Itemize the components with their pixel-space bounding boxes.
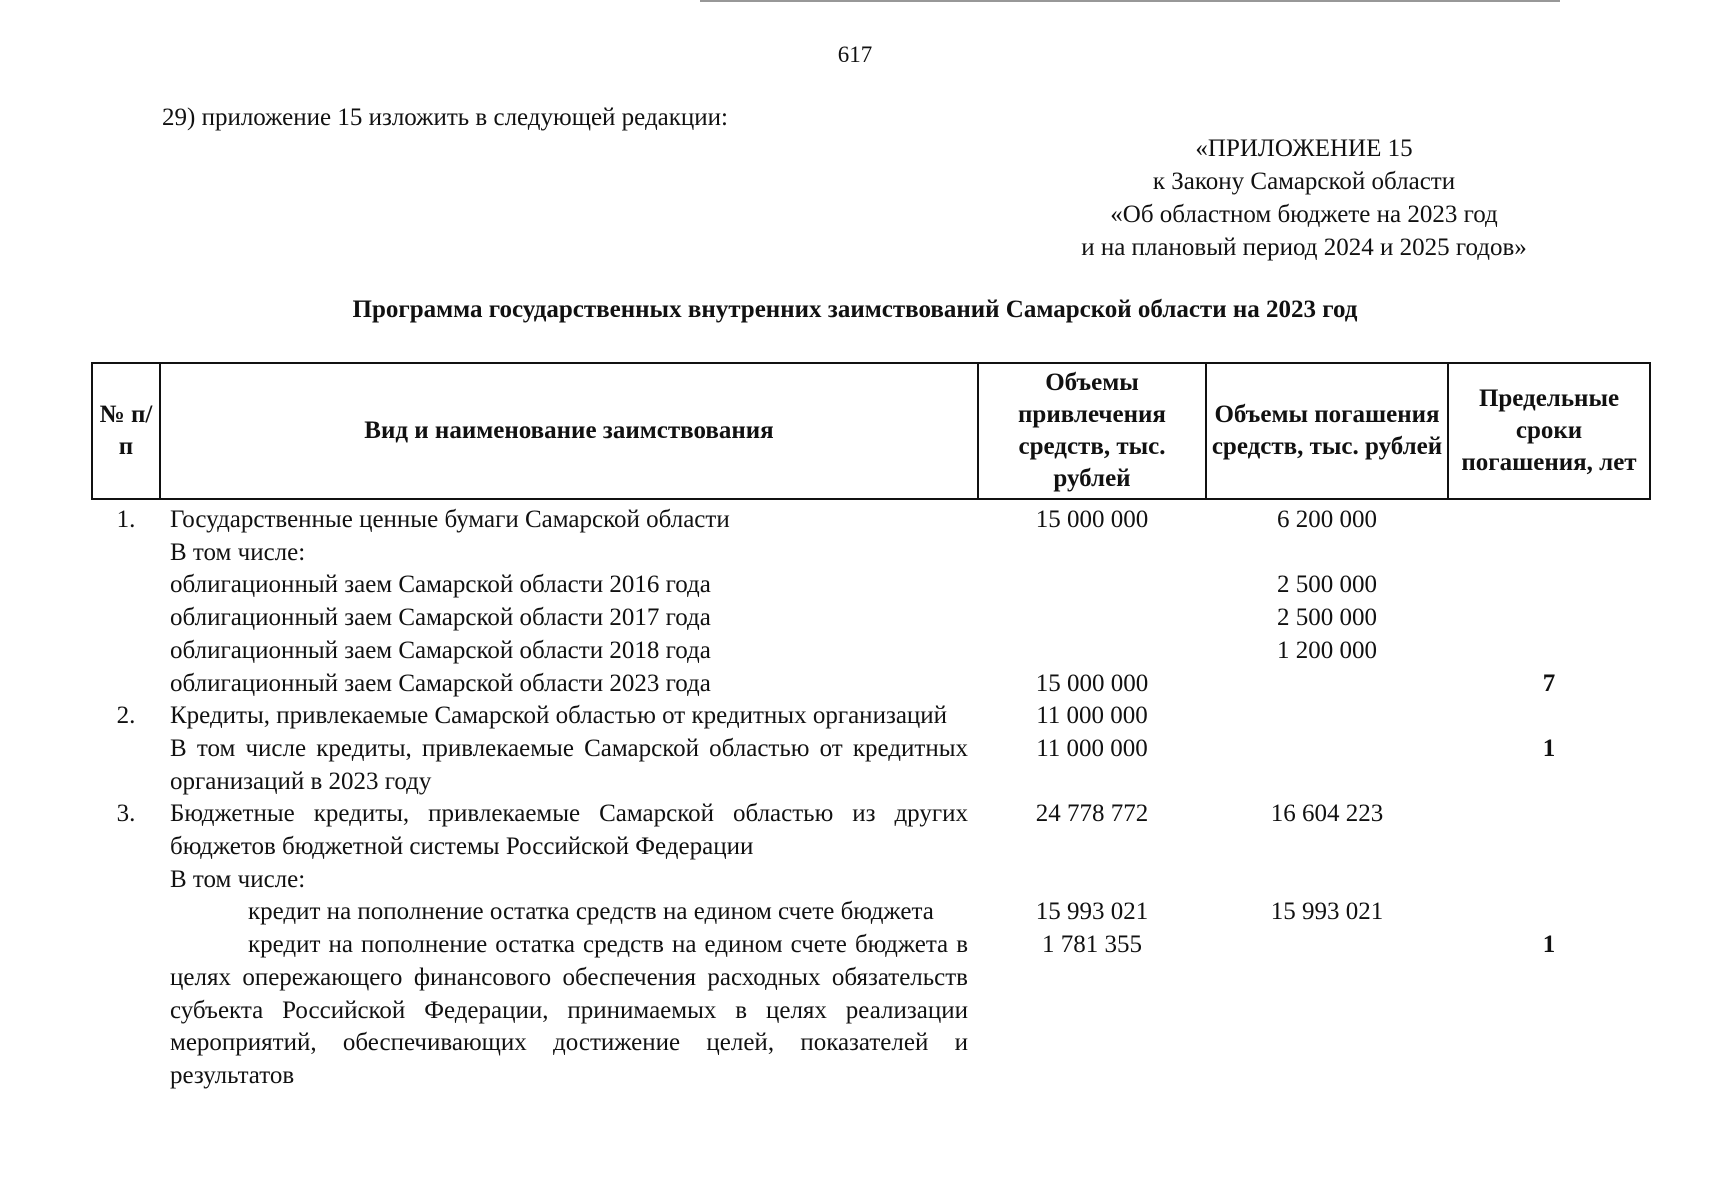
row-attract: 24 778 772 bbox=[1035, 800, 1149, 828]
row-number bbox=[92, 635, 160, 668]
row-repay: 6 200 000 bbox=[1277, 506, 1377, 533]
annex-line-4: и на плановый период 2024 и 2025 годов» bbox=[1081, 234, 1527, 261]
row-name: облигационный заем Самарской области 2016 года bbox=[170, 571, 711, 599]
row-number bbox=[92, 569, 160, 602]
table-row bbox=[92, 569, 1650, 602]
row-number bbox=[92, 668, 160, 701]
row-term bbox=[1448, 499, 1650, 537]
table-row bbox=[92, 700, 1650, 733]
row-attract-group bbox=[978, 896, 1206, 1092]
row-attract bbox=[978, 537, 1206, 570]
document-title: Программа государственных внутренних заимствований Самарской области на 2023 год bbox=[352, 296, 1358, 323]
row-number: 2. bbox=[116, 702, 136, 730]
row-number bbox=[92, 733, 160, 798]
row-attract bbox=[978, 602, 1206, 635]
row-name: Кредиты, привлекаемые Самарской областью от кредитных организаций bbox=[170, 702, 948, 730]
row-name-continued: кредит на пополнение остатка средств на едином счете бюджета в целях опережающего финансового обеспечения расходных обязательств субъекта Российской Федерации, принимаемых в целях реализации мероприятий, обеспечивающих достижение целей, показателей и результатов bbox=[170, 931, 968, 1089]
row-term: 7 bbox=[1542, 669, 1556, 697]
row-repay bbox=[1206, 668, 1448, 701]
annex-line-3: «Об областном бюджете на 2023 год bbox=[1110, 201, 1498, 228]
row-number bbox=[92, 537, 160, 570]
row-attract: 15 993 021 bbox=[1035, 898, 1149, 926]
row-attract-second: 1 781 355 bbox=[1042, 931, 1142, 959]
page-number: 617 bbox=[837, 42, 873, 67]
annex-heading bbox=[1024, 132, 1584, 264]
row-term bbox=[1448, 602, 1650, 635]
row-attract bbox=[978, 864, 1206, 897]
row-name: облигационный заем Самарской области 2023 года bbox=[170, 669, 711, 697]
row-attract: 11 000 000 bbox=[1036, 734, 1148, 762]
row-name: облигационный заем Самарской области 2018 года bbox=[170, 636, 711, 664]
row-number bbox=[92, 864, 160, 897]
row-name: В том числе кредиты, привлекаемые Самарской областью от кредитных организаций в 2023 году bbox=[170, 734, 968, 795]
row-number: 1. bbox=[116, 506, 136, 533]
row-name-group bbox=[160, 896, 978, 1092]
row-number bbox=[92, 602, 160, 635]
row-term bbox=[1448, 537, 1650, 570]
row-term: 1 bbox=[1542, 931, 1556, 959]
row-repay: 2 500 000 bbox=[1277, 604, 1377, 632]
row-repay bbox=[1206, 700, 1448, 733]
row-number: 3. bbox=[116, 800, 136, 828]
row-attract bbox=[978, 635, 1206, 668]
row-attract: 15 000 000 bbox=[1035, 506, 1149, 533]
header-attract: Объемы привлечения средств, тыс. рублей bbox=[978, 363, 1206, 499]
row-attract bbox=[978, 569, 1206, 602]
table-row bbox=[92, 733, 1650, 798]
row-term bbox=[1448, 569, 1650, 602]
row-term bbox=[1448, 635, 1650, 668]
intro-text: 29) приложение 15 изложить в следующей редакции: bbox=[162, 104, 728, 131]
row-term bbox=[1448, 864, 1650, 897]
row-repay bbox=[1206, 733, 1448, 798]
header-repay: Объемы погашения средств, тыс. рублей bbox=[1206, 363, 1448, 499]
table-row bbox=[92, 668, 1650, 701]
row-name: В том числе: bbox=[170, 865, 306, 893]
annex-line-2: к Закону Самарской области bbox=[1152, 168, 1456, 195]
row-name: Государственные ценные бумаги Самарской области bbox=[170, 506, 730, 533]
table-row bbox=[92, 602, 1650, 635]
row-repay: 1 200 000 bbox=[1277, 636, 1377, 664]
row-name: облигационный заем Самарской области 2017 года bbox=[170, 604, 711, 632]
row-repay bbox=[1206, 537, 1448, 570]
borrowings-table bbox=[91, 362, 1651, 1093]
header-term: Предельные сроки погашения, лет bbox=[1448, 363, 1650, 499]
row-number bbox=[92, 896, 160, 1092]
table-row bbox=[92, 896, 1650, 1092]
row-term: 1 bbox=[1542, 734, 1556, 762]
scan-edge-line bbox=[700, 0, 1560, 2]
table-row bbox=[92, 798, 1650, 863]
row-repay: 2 500 000 bbox=[1277, 571, 1377, 599]
table-row bbox=[92, 537, 1650, 570]
row-term bbox=[1448, 700, 1650, 733]
row-repay: 15 993 021 bbox=[1270, 898, 1384, 926]
row-name: В том числе: bbox=[170, 538, 306, 566]
header-number: № п/п bbox=[92, 363, 160, 499]
table-row bbox=[92, 864, 1650, 897]
row-term bbox=[1448, 798, 1650, 863]
table-row bbox=[92, 635, 1650, 668]
row-name: Бюджетные кредиты, привлекаемые Самарской областью из других бюджетов бюджетной системы Российской Федерации bbox=[170, 800, 968, 861]
row-repay bbox=[1206, 864, 1448, 897]
table-row bbox=[92, 499, 1650, 537]
row-name: кредит на пополнение остатка средств на едином счете бюджета bbox=[248, 898, 934, 926]
row-repay: 16 604 223 bbox=[1270, 800, 1384, 828]
row-term-group bbox=[1448, 896, 1650, 1092]
annex-line-1: «ПРИЛОЖЕНИЕ 15 bbox=[1195, 135, 1413, 162]
row-attract: 11 000 000 bbox=[1036, 702, 1148, 730]
row-attract: 15 000 000 bbox=[1035, 669, 1149, 697]
header-name: Вид и наименование заимствования bbox=[160, 363, 978, 499]
table-header-row bbox=[92, 363, 1650, 499]
